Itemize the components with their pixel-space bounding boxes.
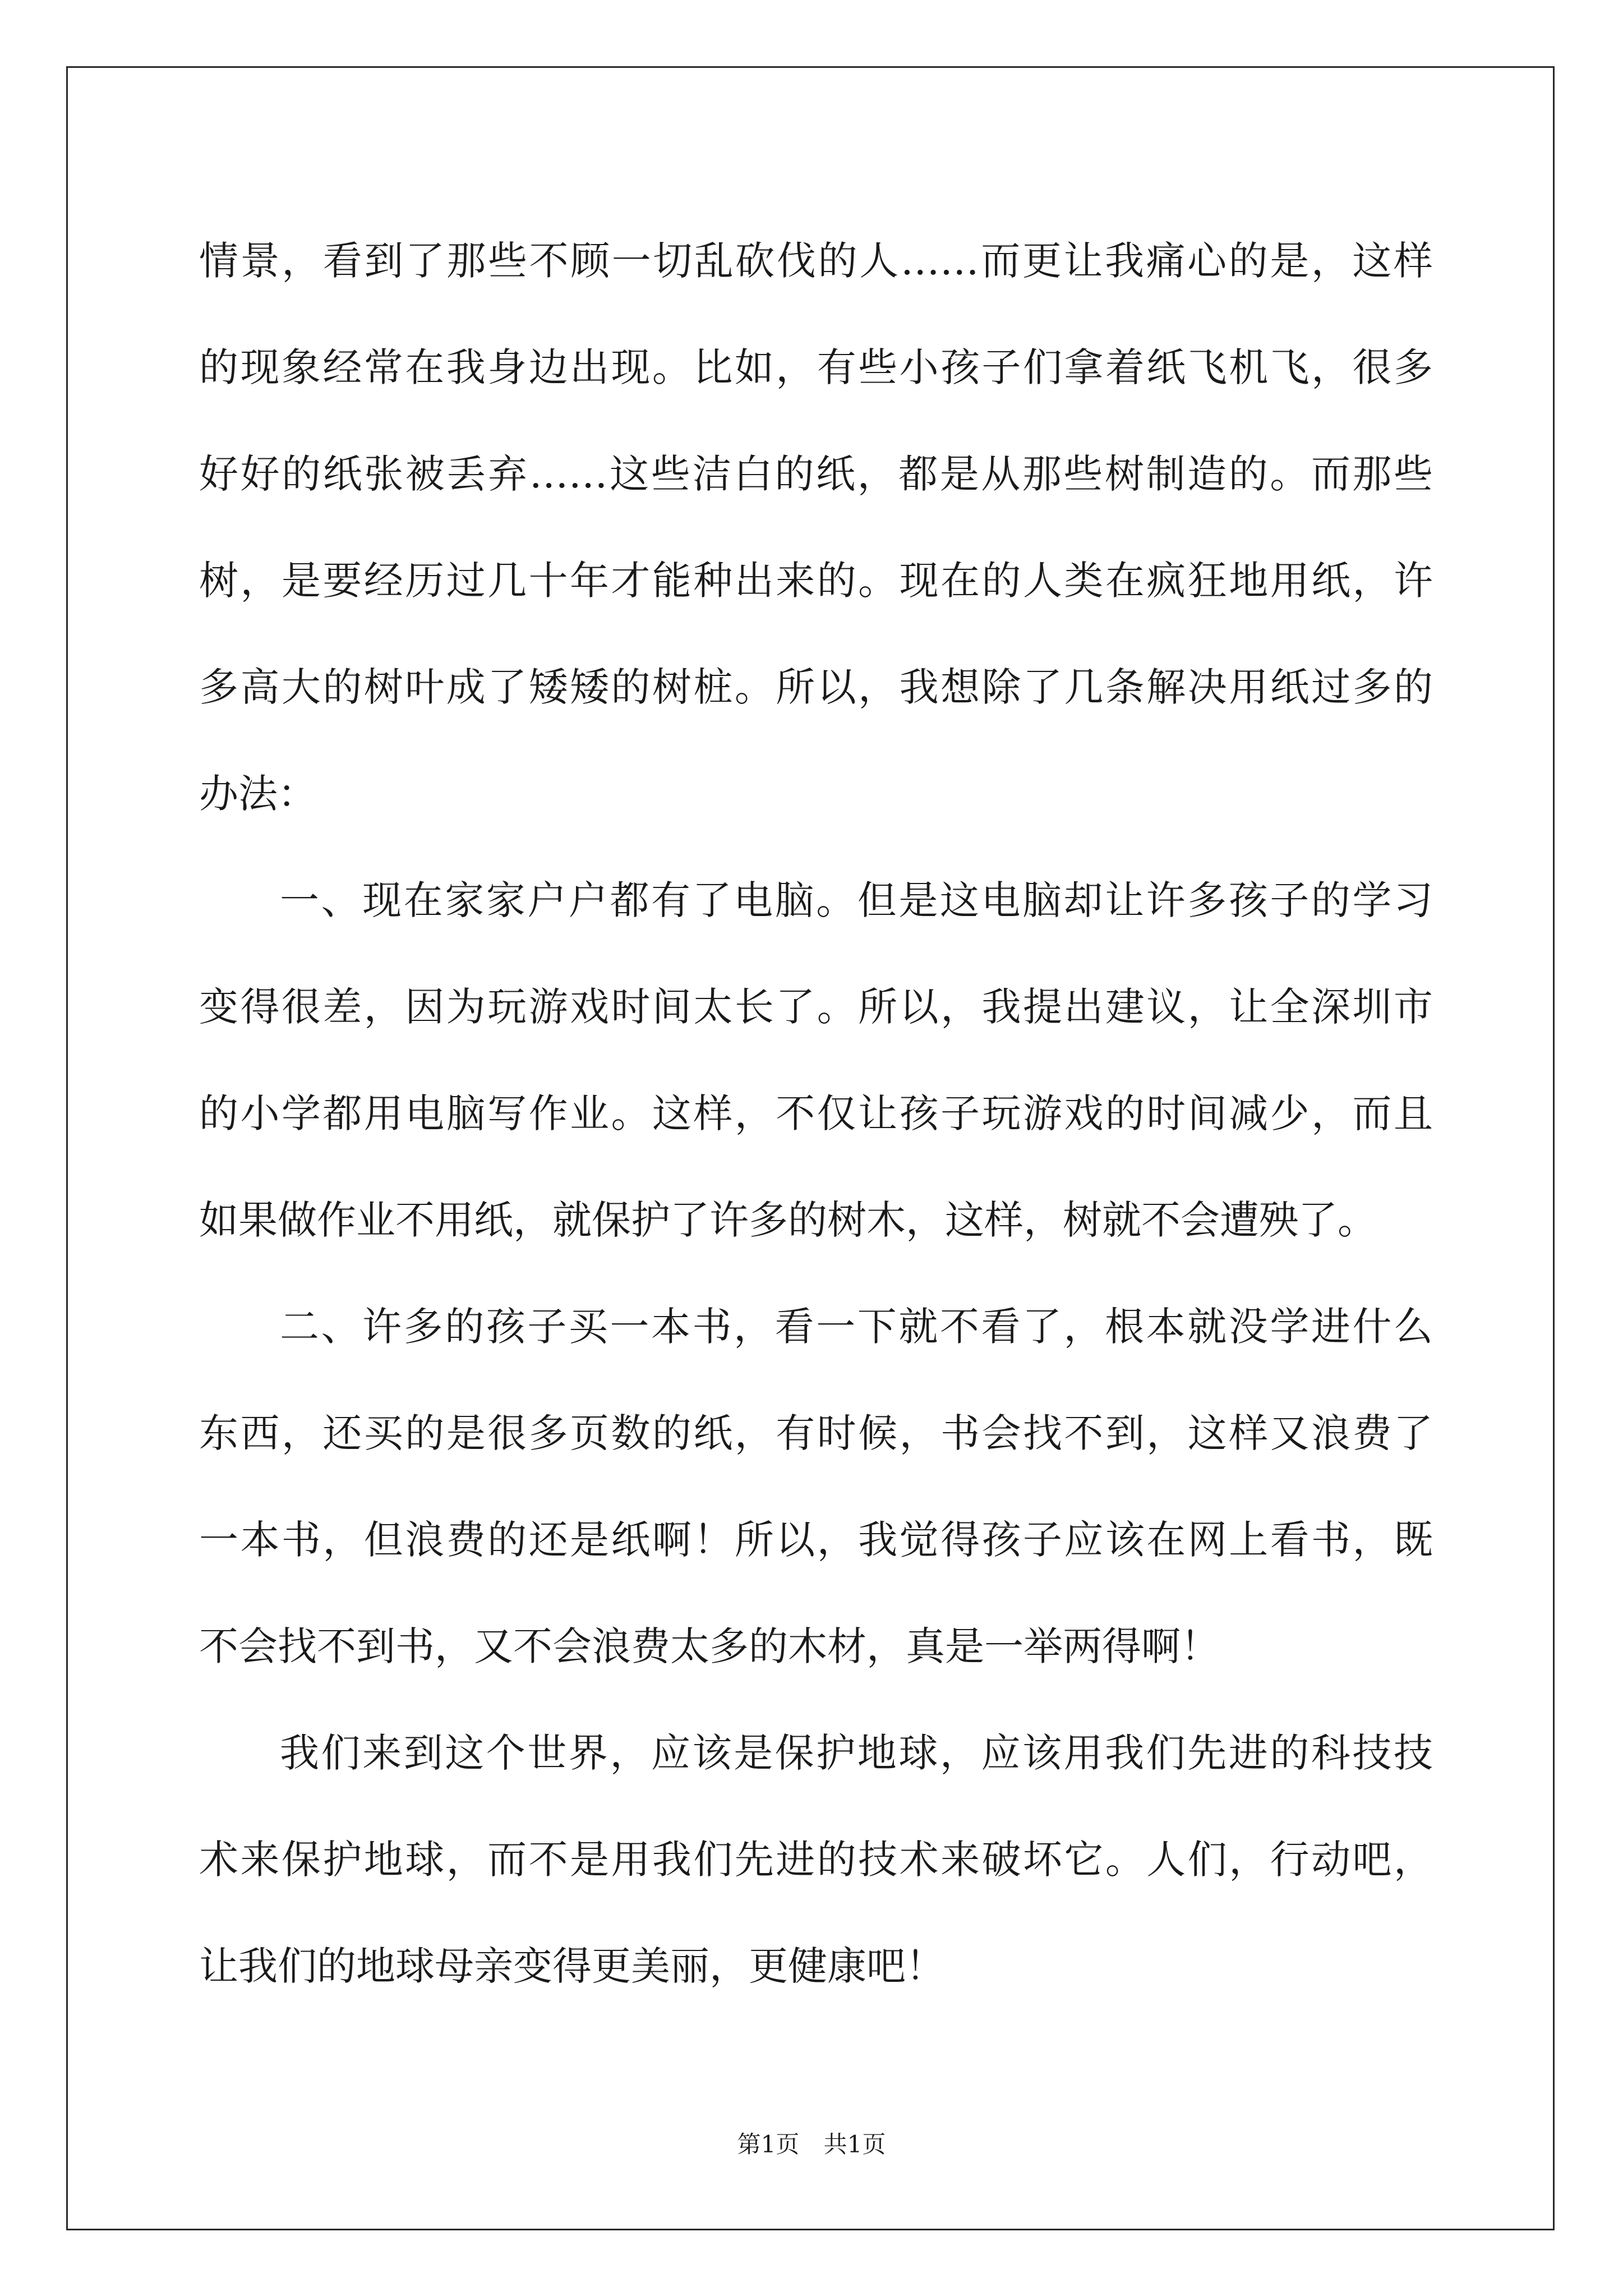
paragraph-1-line-3: 好好的纸张被丢弃……这些洁白的纸，都是从那些树制造的。而那些	[199, 451, 1433, 497]
paragraph-1-line-4: 树，是要经历过几十年才能种出来的。现在的人类在疯狂地用纸，许	[199, 558, 1433, 604]
paragraph-2-line-1: 一、现在家家户户都有了电脑。但是这电脑却让许多孩子的学习	[280, 877, 1433, 923]
paragraph-1-line-1: 情景，看到了那些不顾一切乱砍伐的人……而更让我痛心的是，这样	[199, 238, 1433, 284]
page-number-label: 第1页 共1页	[737, 2131, 886, 2158]
paragraph-4-line-3: 让我们的地球母亲变得更美丽，更健康吧！	[199, 1943, 945, 1989]
paragraph-2-line-4: 如果做作业不用纸，就保护了许多的树木，这样，树就不会遭殃了。	[199, 1197, 1377, 1243]
paragraph-1-line-6: 办法：	[199, 771, 317, 817]
paragraph-2-line-2: 变得很差，因为玩游戏时间太长了。所以，我提出建议，让全深圳市	[199, 984, 1433, 1030]
paragraph-3-line-4: 不会找不到书，又不会浪费太多的木材，真是一举两得啊！	[199, 1623, 1220, 1669]
page-footer	[0, 2126, 1623, 2160]
paragraph-1-line-2: 的现象经常在我身边出现。比如，有些小孩子们拿着纸飞机飞，很多	[199, 344, 1433, 390]
paragraph-4-line-1: 我们来到这个世界，应该是保护地球，应该用我们先进的科技技	[280, 1730, 1433, 1776]
paragraph-3-line-3: 一本书，但浪费的还是纸啊！所以，我觉得孩子应该在网上看书，既	[199, 1517, 1433, 1563]
document-body	[199, 208, 1433, 2019]
paragraph-4-line-2: 术来保护地球，而不是用我们先进的技术来破坏它。人们，行动吧，	[199, 1837, 1433, 1883]
paragraph-3-line-2: 东西，还买的是很多页数的纸，有时候，书会找不到，这样又浪费了	[199, 1410, 1433, 1456]
paragraph-2-line-3: 的小学都用电脑写作业。这样，不仅让孩子玩游戏的时间减少，而且	[199, 1091, 1433, 1137]
paragraph-3-line-1: 二、许多的孩子买一本书，看一下就不看了，根本就没学进什么	[280, 1304, 1433, 1350]
paragraph-1-line-5: 多高大的树叶成了矮矮的树桩。所以，我想除了几条解决用纸过多的	[199, 664, 1433, 710]
